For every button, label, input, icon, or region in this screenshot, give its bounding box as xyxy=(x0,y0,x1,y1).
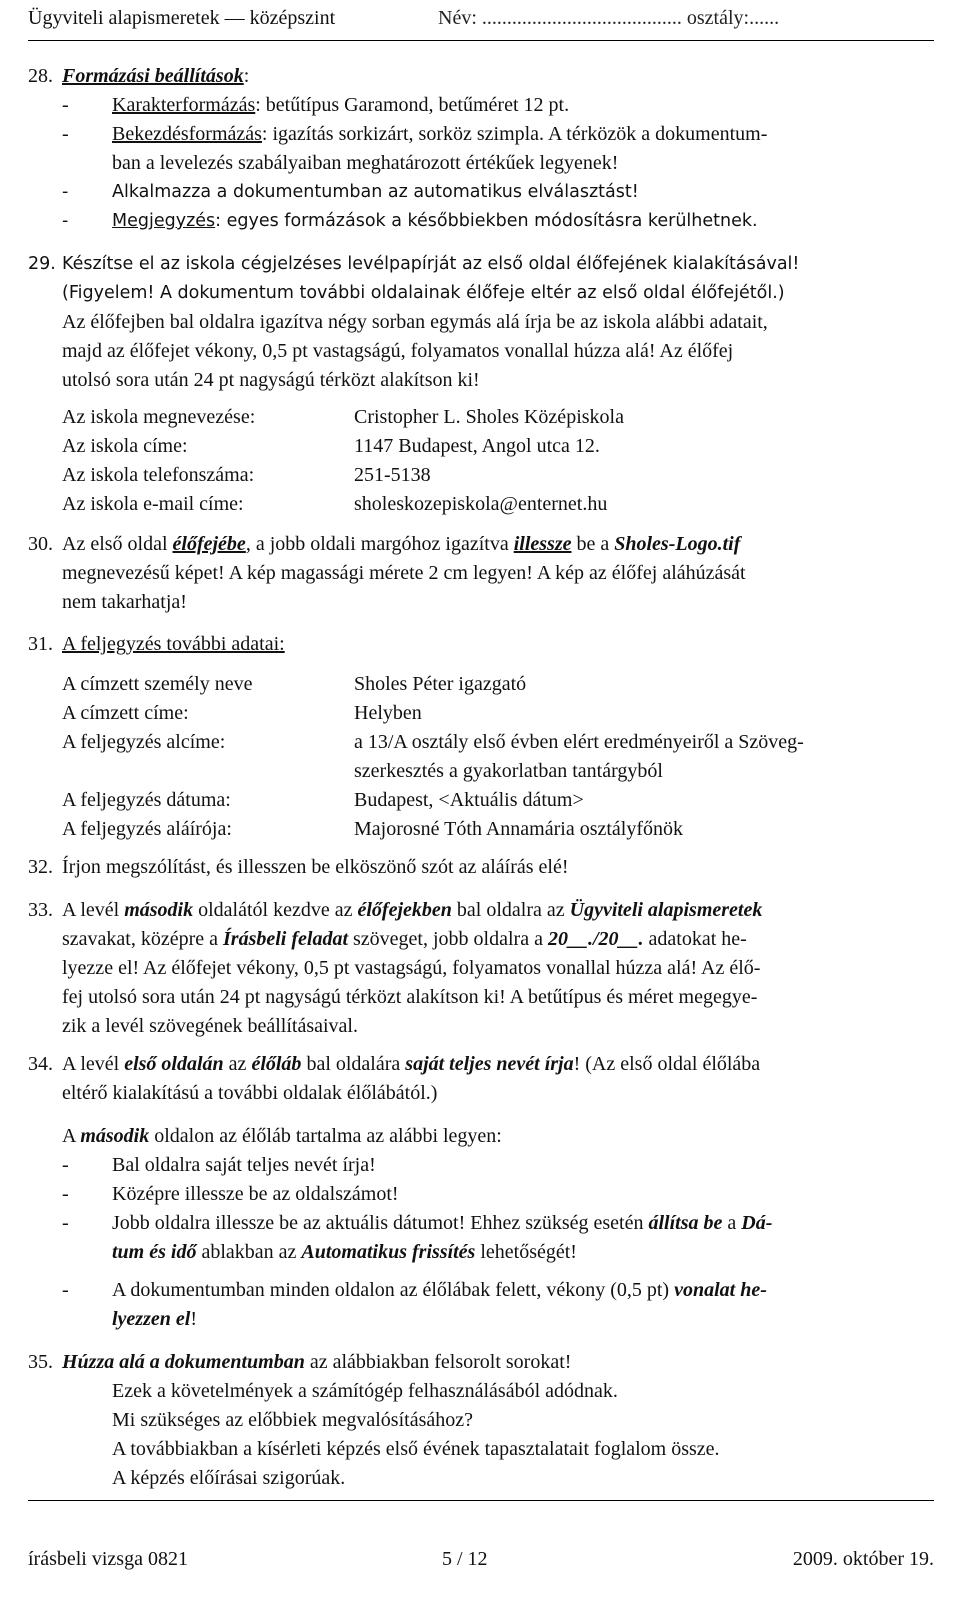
task-line: lyezze el! Az élőfejet vékony, 0,5 pt vastagságú, folyamatos vonallal húzza alá! Az élő- xyxy=(62,957,761,979)
field-value: sholeskozepiskola@enternet.hu xyxy=(354,493,608,515)
task-number: 29. xyxy=(28,254,56,274)
list-item: A továbbiakban a kísérleti képzés első évének tapasztalatait foglalom össze. xyxy=(112,1438,720,1460)
field-value: Sholes Péter igazgató xyxy=(354,673,527,695)
task-line: A második oldalon az élőláb tartalma az alábbi legyen: xyxy=(62,1125,502,1147)
task-line: zik a levél szövegének beállításaival. xyxy=(62,1015,358,1037)
task-number: 32. xyxy=(28,856,53,878)
page-number: 5 / 12 xyxy=(442,1548,488,1570)
field-value: Cristopher L. Sholes Középiskola xyxy=(354,406,624,428)
list-item: A képzés előírásai szigorúak. xyxy=(112,1467,346,1489)
field-label: Az iskola e-mail címe: xyxy=(62,493,244,515)
task-line: Húzza alá a dokumentumban az alábbiakban felsorolt sorokat! xyxy=(62,1351,572,1373)
footer-date: 2009. október 19. xyxy=(792,1548,934,1570)
field-value: Helyben xyxy=(354,702,422,724)
task-number: 31. xyxy=(28,633,53,655)
field-label: A feljegyzés dátuma: xyxy=(62,789,231,811)
field-value: Budapest, <Aktuális dátum> xyxy=(354,789,584,811)
task-number: 28. xyxy=(28,65,53,87)
header-rule xyxy=(28,40,934,41)
task-line: utolsó sora után 24 pt nagyságú térközt alakítson ki! xyxy=(62,369,480,391)
field-label: A címzett címe: xyxy=(62,702,189,724)
field-label: A feljegyzés aláírója: xyxy=(62,818,232,840)
field-value: Majorosné Tóth Annamária osztályfőnök xyxy=(354,818,684,840)
task-title: A feljegyzés további adatai: xyxy=(62,633,285,655)
page-header-title: Ügyviteli alapismeretek — középszint xyxy=(28,7,336,29)
task-line: A levél második oldalától kezdve az élőfejekben bal oldalra az Ügyviteli alapismeretek xyxy=(62,899,763,921)
field-label: Az iskola címe: xyxy=(62,435,188,457)
list-item-continuation: ban a levelezés szabályaiban meghatározott értékűek legyenek! xyxy=(112,152,619,174)
task-line: megnevezésű képet! A kép magassági mérete 2 cm legyen! A kép az élőfej aláhúzását xyxy=(62,562,746,584)
task-line: Írjon megszólítást, és illesszen be elköszönő szót az aláírás elé! xyxy=(62,856,569,878)
task-title: Formázási beállítások: xyxy=(62,65,250,87)
list-item: Alkalmazza a dokumentumban az automatikus elválasztást! xyxy=(112,182,639,202)
field-value-continuation: szerkesztés a gyakorlatban tantárgyból xyxy=(354,760,663,782)
list-item: Bal oldalra saját teljes nevét írja! xyxy=(112,1154,376,1176)
list-item: Megjegyzés: egyes formázások a későbbiekben módosításra kerülhetnek. xyxy=(112,211,758,231)
task-line: eltérő kialakítású a további oldalak élőlábától.) xyxy=(62,1082,438,1104)
task-line: (Figyelem! A dokumentum további oldalainak élőfeje eltér az első oldal élőfejétől.) xyxy=(62,283,785,303)
task-line: fej utolsó sora után 24 pt nagyságú térközt alakítson ki! A betűtípus és méret megegye- xyxy=(62,986,758,1008)
task-line: Készítse el az iskola cégjelzéses levélpapírját az első oldal élőfejének kialakításával! xyxy=(62,254,800,274)
list-item: Karakterformázás: betűtípus Garamond, betűméret 12 pt. xyxy=(112,94,570,116)
task-number: 33. xyxy=(28,899,53,921)
field-value: a 13/A osztály első évben elért eredményeiről a Szöveg- xyxy=(354,731,804,753)
list-item: Mi szükséges az előbbiek megvalósításához? xyxy=(112,1409,473,1431)
field-label: A feljegyzés alcíme: xyxy=(62,731,226,753)
task-number: 30. xyxy=(28,533,53,555)
field-label: A címzett személy neve xyxy=(62,673,253,695)
task-number: 35. xyxy=(28,1351,53,1373)
list-item: Ezek a követelmények a számítógép felhasználásából adódnak. xyxy=(112,1380,618,1402)
task-line: A levél első oldalán az élőláb bal oldalára saját teljes nevét írja! (Az első oldal élőlába xyxy=(62,1053,761,1075)
list-item: Bekezdésformázás: igazítás sorkizárt, sorköz szimpla. A térközök a dokumentum- xyxy=(112,123,768,145)
field-value: 1147 Budapest, Angol utca 12. xyxy=(354,435,600,457)
list-item: Jobb oldalra illessze be az aktuális dátumot! Ehhez szükség esetén állítsa be a Dá- xyxy=(112,1212,773,1234)
task-line: szavakat, középre a Írásbeli feladat szöveget, jobb oldalra a 20__./20__. adatokat he- xyxy=(62,928,747,950)
list-item: A dokumentumban minden oldalon az élőlábak felett, vékony (0,5 pt) vonalat he- xyxy=(112,1279,767,1301)
task-line: Az első oldal élőfejébe, a jobb oldali margóhoz igazítva illessze be a Sholes-Logo.tif xyxy=(62,533,741,555)
field-label: Az iskola telefonszáma: xyxy=(62,464,255,486)
task-number: 34. xyxy=(28,1053,53,1075)
list-item-continuation: tum és idő ablakban az Automatikus frissítés lehetőségét! xyxy=(112,1241,577,1263)
page-header-name-class: Név: ........................................ osztály:...... xyxy=(438,7,780,29)
footer-left: írásbeli vizsga 0821 xyxy=(28,1548,188,1570)
list-item-continuation: lyezzen el! xyxy=(112,1308,197,1330)
list-item: Középre illessze be az oldalszámot! xyxy=(112,1183,399,1205)
task-line: majd az élőfejet vékony, 0,5 pt vastagságú, folyamatos vonallal húzza alá! Az élőfej xyxy=(62,340,734,362)
task-line: Az élőfejben bal oldalra igazítva négy sorban egymás alá írja be az iskola alábbi adatait, xyxy=(62,311,768,333)
task-line: nem takarhatja! xyxy=(62,591,187,613)
footer-rule xyxy=(28,1500,934,1501)
field-value: 251-5138 xyxy=(354,464,431,486)
field-label: Az iskola megnevezése: xyxy=(62,406,256,428)
